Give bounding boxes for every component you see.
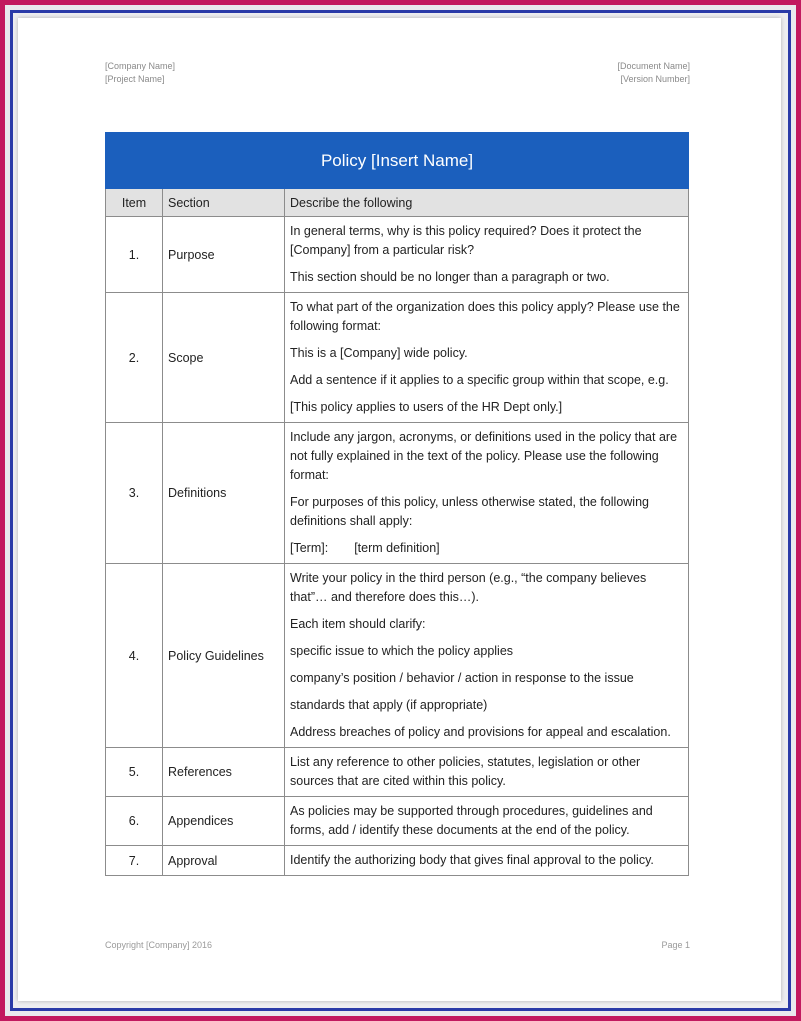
table-header-row — [106, 189, 689, 217]
description-paragraph: company’s position / behavior / action in response to the issue — [290, 671, 634, 685]
row-item-number: 4. — [106, 564, 163, 748]
row-section: Purpose — [163, 217, 285, 293]
description-paragraph: To what part of the organization does this policy apply? Please use the following format: — [290, 300, 680, 333]
footer-page-number: Page 1 — [661, 940, 690, 950]
row-item-number: 1. — [106, 217, 163, 293]
row-description — [285, 293, 689, 423]
table-row — [106, 423, 689, 564]
row-section: Approval — [163, 846, 285, 876]
description-paragraph: As policies may be supported through procedures, guidelines and forms, add / identify these documents at the end of the policy. — [290, 804, 653, 837]
row-description — [285, 748, 689, 797]
document-page — [18, 18, 781, 1001]
term-line — [290, 539, 683, 558]
header-left — [105, 60, 175, 86]
column-header-description: Describe the following — [285, 189, 689, 217]
column-header-item: Item — [106, 189, 163, 217]
description-paragraph: standards that apply (if appropriate) — [290, 698, 488, 712]
table-row — [106, 564, 689, 748]
description-paragraph: This is a [Company] wide policy. — [290, 346, 468, 360]
table-row — [106, 846, 689, 876]
table-row — [106, 293, 689, 423]
table-row — [106, 748, 689, 797]
version-number: [Version Number] — [620, 74, 690, 84]
footer-copyright: Copyright [Company] 2016 — [105, 940, 213, 950]
row-item-number: 5. — [106, 748, 163, 797]
row-section: Definitions — [163, 423, 285, 564]
row-item-number: 2. — [106, 293, 163, 423]
project-name: [Project Name] — [105, 74, 165, 84]
description-paragraph: specific issue to which the policy applies — [290, 644, 514, 658]
row-description — [285, 797, 689, 846]
term-definition: [term definition] — [354, 541, 440, 555]
row-item-number: 7. — [106, 846, 163, 876]
row-item-number: 3. — [106, 423, 163, 564]
row-description — [285, 564, 689, 748]
description-paragraph: For purposes of this policy, unless otherwise stated, the following definitions shall apply: — [290, 495, 649, 528]
document-name: [Document Name] — [617, 61, 690, 71]
row-section: Policy Guidelines — [163, 564, 285, 748]
table-title: Policy [Insert Name] — [106, 133, 689, 189]
row-description — [285, 423, 689, 564]
row-section: Appendices — [163, 797, 285, 846]
description-paragraph: This section should be no longer than a paragraph or two. — [290, 270, 610, 284]
policy-table — [105, 132, 689, 876]
table-row — [106, 217, 689, 293]
term-label: [Term]: — [290, 541, 329, 555]
description-paragraph: Include any jargon, acronyms, or definitions used in the policy that are not fully explained in the text of the policy. Please use the following format: — [290, 430, 678, 482]
column-header-section: Section — [163, 189, 285, 217]
table-row — [106, 797, 689, 846]
row-description — [285, 846, 689, 876]
description-paragraph: [This policy applies to users of the HR Dept only.] — [290, 400, 563, 414]
row-section: Scope — [163, 293, 285, 423]
description-paragraph: Add a sentence if it applies to a specific group within that scope, e.g. — [290, 373, 669, 387]
description-paragraph: List any reference to other policies, statutes, legislation or other sources that are cited within this policy. — [290, 755, 641, 788]
description-paragraph: Identify the authorizing body that gives final approval to the policy. — [290, 853, 654, 867]
description-paragraph: Write your policy in the third person (e.g., “the company believes that”… and therefore does this…). — [290, 571, 647, 604]
description-paragraph: Each item should clarify: — [290, 617, 426, 631]
header-right — [617, 60, 690, 86]
description-paragraph: Address breaches of policy and provisions for appeal and escalation. — [290, 725, 671, 739]
company-name: [Company Name] — [105, 61, 176, 71]
row-item-number: 6. — [106, 797, 163, 846]
description-paragraph: In general terms, why is this policy required? Does it protect the [Company] from a particular risk? — [290, 224, 642, 257]
row-description — [285, 217, 689, 293]
row-section: References — [163, 748, 285, 797]
